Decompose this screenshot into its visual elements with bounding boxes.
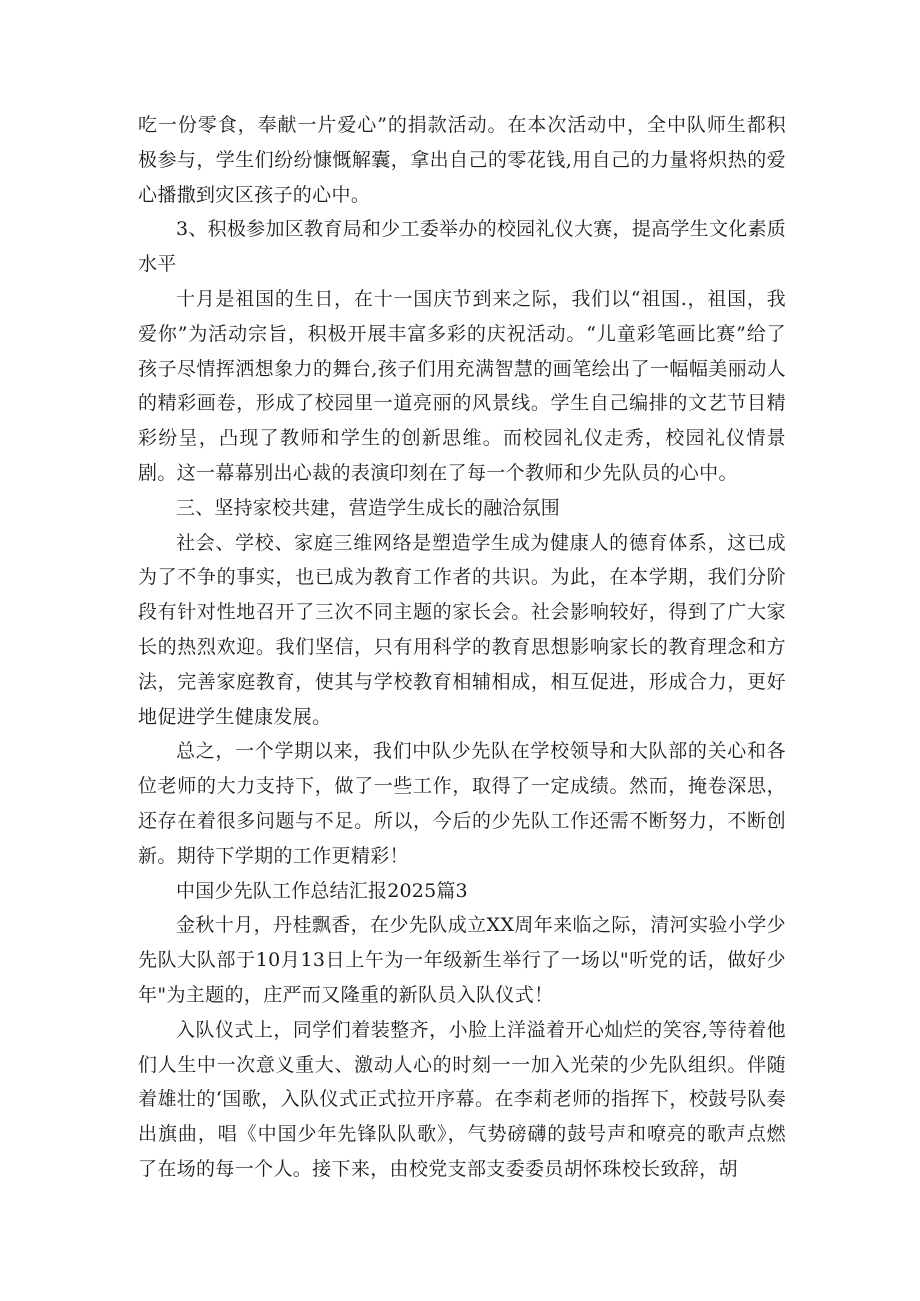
paragraph-parent-meetings: 社会、学校、家庭三维网络是塑造学生成为健康人的德育体系，这已成为了不争的事实，也已成为教育工作者的共识。为此，在本学期，我们分阶段有针对性地召开了三次不同主题的家长会。社会影响较好，得到了广大家长的热烈欢迎。我们坚信，只有用科学的教育思想影响家长的教育理念和方法，完善家庭教育，使其与学校教育相辅相成，相互促进，形成合力，更好地促进学生健康发展。 bbox=[138, 531, 786, 728]
paragraph-induction-ceremony: 金秋十月，丹桂飘香，在少先队成立XX周年来临之际，清河实验小学少先队大队部于10月13日上午为一年级新生举行了一场以"听党的话，做好少年"为主题的，庄严而又隆重的新队员入队仪式！ bbox=[138, 914, 786, 1006]
paragraph-continuation: 吃一份零食，奉献一片爱心”的捐款活动。在本次活动中，全中队师生都积极参与，学生们纷纷慷慨解囊，拿出自己的零花钱,用自己的力量将炽热的爱心播撒到灾区孩子的心中。 bbox=[138, 114, 786, 206]
section-heading-home-school: 三、坚持家校共建，营造学生成长的融洽氛围 bbox=[176, 496, 561, 519]
paragraph-national-day: 十月是祖国的生日，在十一国庆节到来之际，我们以“祖国.，祖国，我爱你”为活动宗旨，积极开展丰富多彩的庆祝活动。“儿童彩笔画比赛”给了孩子尽情挥洒想象力的舞台,孩子们用充满智慧的画笔绘出了一幅幅美丽动人的精彩画卷，形成了校园里一道亮丽的风景线。学生自己编排的文艺节目精彩纷呈，凸现了教师和学生的创新思维。而校园礼仪走秀，校园礼仪情景剧。这一幕幕别出心裁的表演印刻在了每一个教师和少先队员的心中。 bbox=[138, 287, 786, 484]
section-heading-etiquette-contest: 3、积极参加区教育局和少工委举办的校园礼仪大赛，提高学生文化素质水平 bbox=[138, 218, 786, 276]
paragraph-ceremony-details: 入队仪式上，同学们着装整齐，小脸上洋溢着开心灿烂的笑容,等待着他们人生中一次意义重大、激动人心的时刻一一加入光荣的少先队组织。伴随着雄壮的‘国歌，入队仪式正式拉开序幕。在李莉老师的指挥下，校鼓号队奏出旗曲，唱《中国少年先锋队队歌》，气势磅礴的鼓号声和嘹亮的歌声点燃了在场的每一个人。接下来，由校党支部支委委员胡怀珠校长致辞，胡 bbox=[138, 1018, 786, 1180]
article-title-part-3: 中国少先队工作总结汇报2025篇3 bbox=[176, 879, 468, 902]
document-page bbox=[138, 108, 786, 1187]
paragraph-summary: 总之，一个学期以来，我们中队少先队在学校领导和大队部的关心和各位老师的大力支持下，做了一些工作，取得了一定成绩。然而，掩卷深思，还存在着很多问题与不足。所以，今后的少先队工作还需不断努力，不断创新。期待下学期的工作更精彩！ bbox=[138, 740, 786, 867]
